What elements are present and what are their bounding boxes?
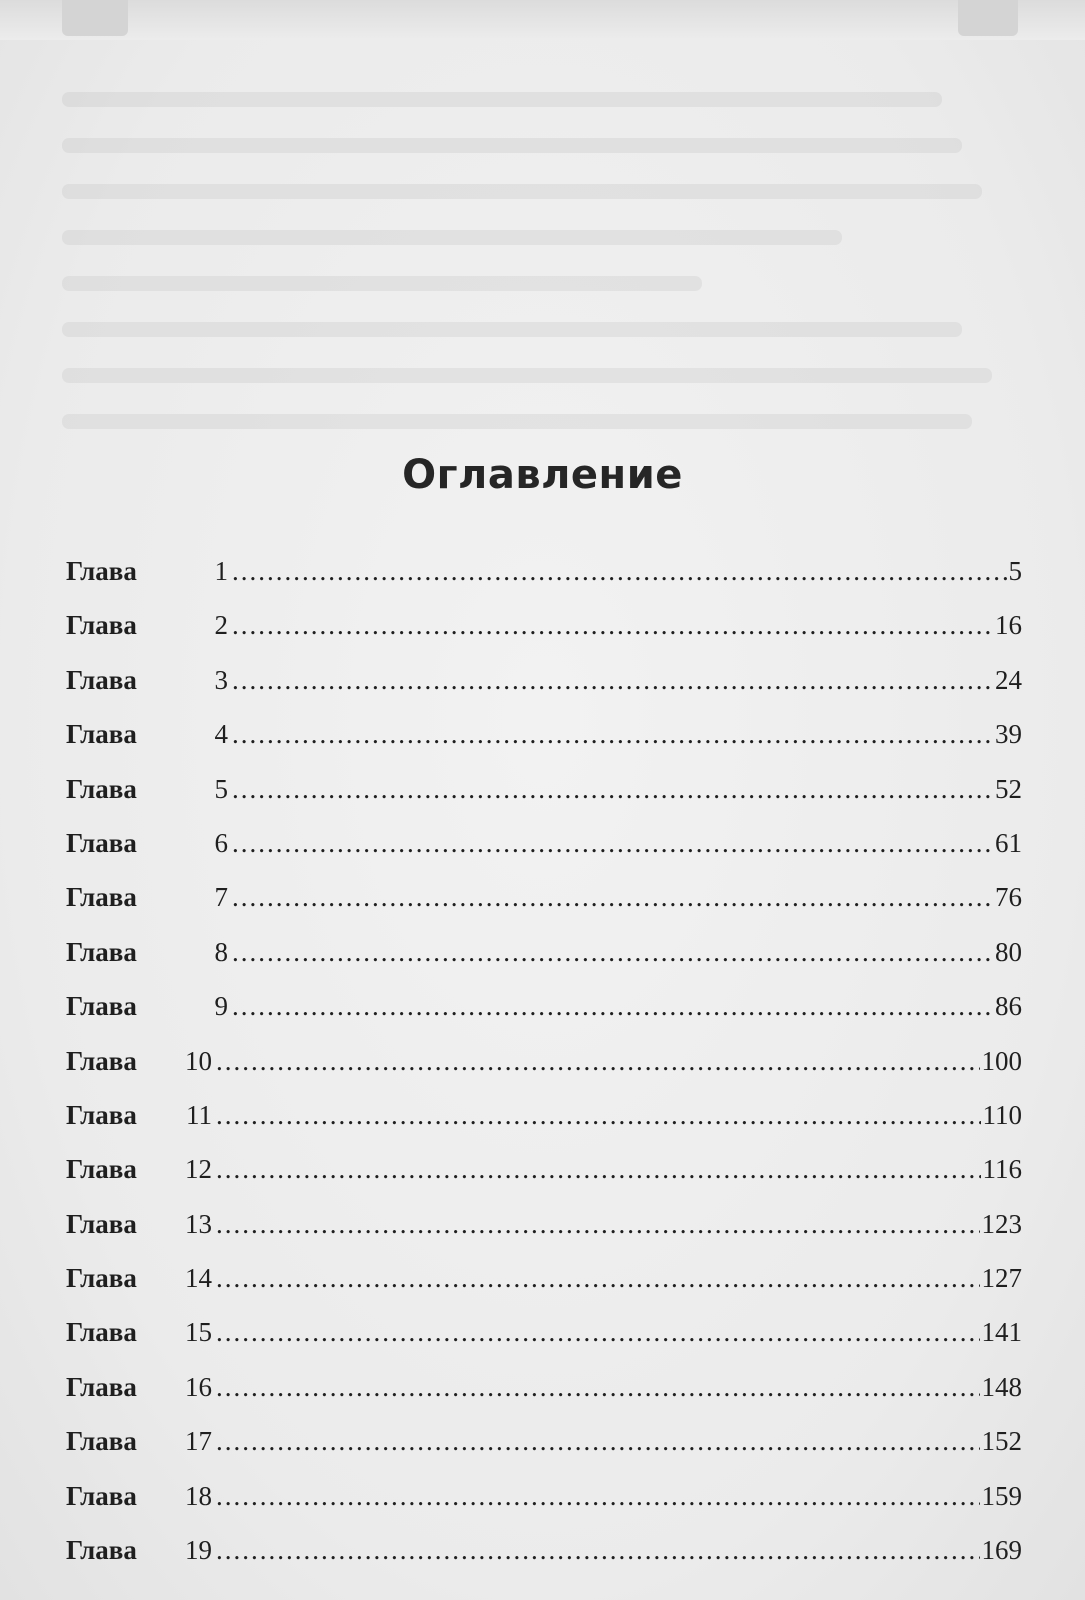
toc-entry[interactable] bbox=[66, 610, 1022, 664]
bleed-through-line bbox=[62, 230, 842, 245]
chapter-label: Глава bbox=[66, 719, 137, 750]
toc-entry[interactable] bbox=[66, 1317, 1022, 1371]
chapter-label: Глава bbox=[66, 1263, 137, 1294]
chapter-number: 5 bbox=[214, 773, 228, 804]
dot-leader bbox=[232, 556, 1007, 587]
toc-entry[interactable] bbox=[66, 1154, 1022, 1208]
page-top-edge bbox=[0, 0, 1085, 40]
dot-leader bbox=[232, 991, 993, 1022]
chapter-number: 4 bbox=[214, 719, 228, 750]
toc-entry[interactable] bbox=[66, 1372, 1022, 1426]
page-number: 169 bbox=[981, 1535, 1022, 1566]
chapter-number: 3 bbox=[214, 664, 228, 695]
chapter-number: 17 bbox=[185, 1426, 212, 1457]
dot-leader bbox=[232, 665, 993, 696]
toc-entry[interactable] bbox=[66, 1535, 1022, 1589]
chapter-number: 10 bbox=[185, 1045, 212, 1076]
bleed-through-line bbox=[62, 138, 962, 153]
chapter-label: Глава bbox=[66, 1317, 137, 1348]
toc-entry[interactable] bbox=[66, 1481, 1022, 1535]
toc-entry[interactable] bbox=[66, 937, 1022, 991]
chapter-number: 12 bbox=[185, 1154, 212, 1185]
page-number: 86 bbox=[995, 991, 1022, 1022]
chapter-number: 7 bbox=[214, 882, 228, 913]
chapter-label: Глава bbox=[66, 882, 137, 913]
chapter-label: Глава bbox=[66, 1535, 137, 1566]
page-number: 148 bbox=[981, 1371, 1022, 1402]
bleed-through-line bbox=[62, 368, 992, 383]
page-number: 110 bbox=[982, 1099, 1022, 1130]
chapter-number: 18 bbox=[185, 1480, 212, 1511]
toc-entry[interactable] bbox=[66, 719, 1022, 773]
page-number: 141 bbox=[981, 1317, 1022, 1348]
chapter-number: 14 bbox=[185, 1263, 212, 1294]
chapter-label: Глава bbox=[66, 1208, 137, 1239]
chapter-number: 1 bbox=[214, 556, 228, 586]
table-of-contents bbox=[66, 556, 1022, 1589]
page-number: 39 bbox=[995, 719, 1022, 750]
running-head-right-mark bbox=[958, 0, 1018, 36]
page-number: 76 bbox=[995, 882, 1022, 913]
dot-leader bbox=[216, 1481, 980, 1512]
chapter-number: 19 bbox=[185, 1535, 212, 1566]
dot-leader bbox=[216, 1317, 980, 1348]
dot-leader bbox=[216, 1372, 980, 1403]
dot-leader bbox=[216, 1426, 980, 1457]
toc-entry[interactable] bbox=[66, 1100, 1022, 1154]
dot-leader bbox=[216, 1046, 980, 1077]
page-number: 123 bbox=[981, 1208, 1022, 1239]
running-head-left-mark bbox=[62, 0, 128, 36]
bleed-through-line bbox=[62, 414, 972, 429]
toc-entry[interactable] bbox=[66, 1046, 1022, 1100]
dot-leader bbox=[216, 1263, 980, 1294]
chapter-label: Глава bbox=[66, 991, 137, 1022]
chapter-number: 15 bbox=[185, 1317, 212, 1348]
page-number: 5 bbox=[1008, 556, 1022, 586]
chapter-label: Глава bbox=[66, 556, 137, 586]
chapter-label: Глава bbox=[66, 936, 137, 967]
bleed-through-line bbox=[62, 322, 962, 337]
chapter-label: Глава bbox=[66, 827, 137, 858]
page-number: 16 bbox=[995, 610, 1022, 641]
toc-entry[interactable] bbox=[66, 1426, 1022, 1480]
dot-leader bbox=[216, 1209, 980, 1240]
chapter-number: 2 bbox=[214, 610, 228, 641]
chapter-label: Глава bbox=[66, 1480, 137, 1511]
page-number: 116 bbox=[982, 1154, 1022, 1185]
toc-entry[interactable] bbox=[66, 556, 1022, 610]
chapter-number: 6 bbox=[214, 827, 228, 858]
dot-leader bbox=[232, 828, 993, 859]
dot-leader bbox=[232, 610, 993, 641]
dot-leader bbox=[216, 1154, 981, 1185]
chapter-label: Глава bbox=[66, 1371, 137, 1402]
dot-leader bbox=[232, 882, 993, 913]
toc-entry[interactable] bbox=[66, 882, 1022, 936]
page-number: 52 bbox=[995, 773, 1022, 804]
toc-entry[interactable] bbox=[66, 774, 1022, 828]
dot-leader bbox=[232, 719, 993, 750]
page-number: 80 bbox=[995, 936, 1022, 967]
page-number: 100 bbox=[981, 1045, 1022, 1076]
page-number: 61 bbox=[995, 827, 1022, 858]
page-number: 159 bbox=[981, 1480, 1022, 1511]
chapter-number: 8 bbox=[214, 936, 228, 967]
page-number: 24 bbox=[995, 664, 1022, 695]
chapter-number: 11 bbox=[186, 1099, 212, 1130]
chapter-label: Глава bbox=[66, 1099, 137, 1130]
chapter-label: Глава bbox=[66, 610, 137, 641]
dot-leader bbox=[232, 937, 993, 968]
toc-entry[interactable] bbox=[66, 991, 1022, 1045]
toc-entry[interactable] bbox=[66, 1209, 1022, 1263]
bleed-through-line bbox=[62, 184, 982, 199]
page-number: 127 bbox=[981, 1263, 1022, 1294]
chapter-label: Глава bbox=[66, 1154, 137, 1185]
toc-entry[interactable] bbox=[66, 828, 1022, 882]
page-number: 152 bbox=[981, 1426, 1022, 1457]
bleed-through-line bbox=[62, 276, 702, 291]
dot-leader bbox=[216, 1535, 980, 1566]
dot-leader bbox=[232, 774, 993, 805]
chapter-label: Глава bbox=[66, 1426, 137, 1457]
chapter-number: 16 bbox=[185, 1371, 212, 1402]
dot-leader bbox=[216, 1100, 981, 1131]
toc-entry[interactable] bbox=[66, 665, 1022, 719]
chapter-label: Глава bbox=[66, 1045, 137, 1076]
chapter-label: Глава bbox=[66, 773, 137, 804]
toc-entry[interactable] bbox=[66, 1263, 1022, 1317]
page-title: Оглавление bbox=[402, 452, 683, 498]
chapter-number: 9 bbox=[214, 991, 228, 1022]
chapter-number: 13 bbox=[185, 1208, 212, 1239]
chapter-label: Глава bbox=[66, 664, 137, 695]
bleed-through-line bbox=[62, 92, 942, 107]
